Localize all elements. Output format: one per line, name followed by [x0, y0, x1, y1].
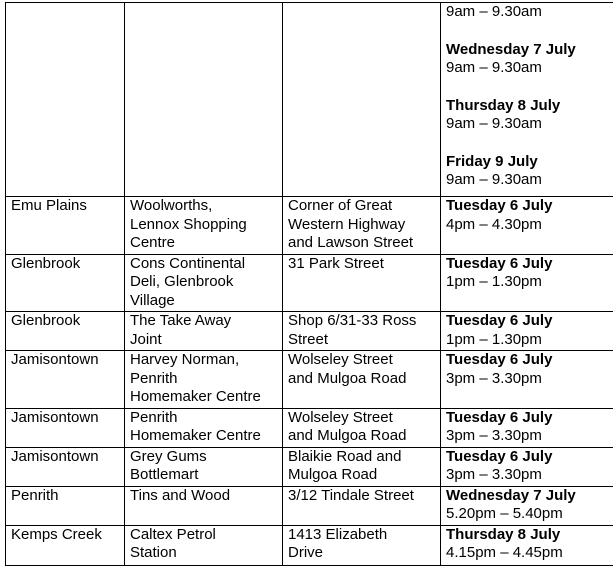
suburb-cell [6, 408, 125, 447]
suburb-cell [6, 351, 125, 409]
venue-line: The Take Away [130, 312, 280, 331]
table-row [6, 197, 613, 255]
session-day: Friday 9 July [446, 153, 611, 172]
session-day: Tuesday 6 July [446, 312, 611, 331]
session-cell [441, 197, 613, 255]
venue-line: Station [130, 544, 280, 563]
table-row [6, 486, 613, 525]
venue-cell [125, 197, 283, 255]
suburb-cell [6, 486, 125, 525]
session-time: 4pm – 4.30pm [446, 216, 611, 235]
venue-line: Lennox Shopping [130, 216, 280, 235]
address-line: Shop 6/31-33 Ross [288, 312, 438, 331]
address-line: and Mulgoa Road [288, 427, 438, 446]
session-gap [446, 22, 611, 41]
address-line: Blaikie Road and [288, 448, 438, 467]
suburb-text: Glenbrook [11, 255, 122, 274]
session-time: 9am – 9.30am [446, 171, 611, 190]
table-row [6, 312, 613, 351]
venue-line: Village [130, 292, 280, 311]
address-line: Mulgoa Road [288, 466, 438, 485]
address-line: 3/12 Tindale Street [288, 487, 438, 506]
session-cell [441, 447, 613, 486]
session-cell [441, 351, 613, 409]
address-line: Street [288, 331, 438, 350]
address-cell [283, 197, 441, 255]
suburb-cell [6, 525, 125, 565]
suburb-text: Emu Plains [11, 197, 122, 216]
suburb-cell [6, 3, 125, 197]
session-cell [441, 312, 613, 351]
address-cell [283, 254, 441, 312]
table-row [6, 447, 613, 486]
suburb-cell [6, 447, 125, 486]
session-time: 1pm – 1.30pm [446, 331, 611, 350]
address-cell [283, 408, 441, 447]
suburb-text: Glenbrook [11, 312, 122, 331]
session-time: 9am – 9.30am [446, 115, 611, 134]
venue-line: Deli, Glenbrook [130, 273, 280, 292]
venue-cell [125, 312, 283, 351]
table-row [6, 351, 613, 409]
venue-line: Bottlemart [130, 466, 280, 485]
venue-cell [125, 525, 283, 565]
address-line: 31 Park Street [288, 255, 438, 274]
session-time: 3pm – 3.30pm [446, 370, 611, 389]
session-time: 9am – 9.30am [446, 3, 611, 22]
venue-line: Woolworths, [130, 197, 280, 216]
address-line: Wolseley Street [288, 351, 438, 370]
suburb-text: Jamisontown [11, 351, 122, 370]
address-cell [283, 447, 441, 486]
session-day: Wednesday 7 July [446, 41, 611, 60]
address-line: and Mulgoa Road [288, 370, 438, 389]
venue-line: Cons Continental [130, 255, 280, 274]
venue-line: Homemaker Centre [130, 427, 280, 446]
venue-cell [125, 3, 283, 197]
suburb-text: Kemps Creek [11, 526, 122, 545]
address-cell [283, 351, 441, 409]
address-line: Corner of Great [288, 197, 438, 216]
table-row [6, 525, 613, 565]
suburb-cell [6, 197, 125, 255]
venue-line: Homemaker Centre [130, 388, 280, 407]
session-day: Tuesday 6 July [446, 351, 611, 370]
session-day: Wednesday 7 July [446, 487, 611, 506]
venue-line: Tins and Wood [130, 487, 280, 506]
schedule-table-body [6, 3, 613, 566]
session-day: Tuesday 6 July [446, 448, 611, 467]
schedule-table [5, 2, 613, 566]
address-line: Wolseley Street [288, 409, 438, 428]
venue-line: Caltex Petrol [130, 526, 280, 545]
address-line: Western Highway [288, 216, 438, 235]
venue-line: Grey Gums [130, 448, 280, 467]
session-day: Thursday 8 July [446, 526, 611, 545]
venue-cell [125, 351, 283, 409]
address-cell [283, 312, 441, 351]
session-time: 3pm – 3.30pm [446, 466, 611, 485]
address-cell [283, 3, 441, 197]
venue-cell [125, 254, 283, 312]
suburb-cell [6, 312, 125, 351]
venue-cell [125, 408, 283, 447]
session-time: 1pm – 1.30pm [446, 273, 611, 292]
suburb-cell [6, 254, 125, 312]
venue-cell [125, 486, 283, 525]
session-time: 9am – 9.30am [446, 59, 611, 78]
session-gap [446, 134, 611, 153]
address-line: and Lawson Street [288, 234, 438, 253]
session-time: 5.20pm – 5.40pm [446, 505, 611, 524]
session-day: Tuesday 6 July [446, 409, 611, 428]
address-cell [283, 486, 441, 525]
venue-line: Penrith [130, 409, 280, 428]
table-row [6, 408, 613, 447]
session-day: Thursday 8 July [446, 97, 611, 116]
session-cell [441, 408, 613, 447]
address-cell [283, 525, 441, 565]
venue-line: Centre [130, 234, 280, 253]
venue-line: Harvey Norman, [130, 351, 280, 370]
address-line: Drive [288, 544, 438, 563]
suburb-text: Jamisontown [11, 448, 122, 467]
session-day: Tuesday 6 July [446, 197, 611, 216]
session-cell [441, 525, 613, 565]
session-cell [441, 486, 613, 525]
session-time: 4.15pm – 4.45pm [446, 544, 611, 563]
address-line: 1413 Elizabeth [288, 526, 438, 545]
venue-cell [125, 447, 283, 486]
session-cell [441, 254, 613, 312]
session-cell [441, 3, 613, 197]
session-gap [446, 78, 611, 97]
session-time: 3pm – 3.30pm [446, 427, 611, 446]
suburb-text: Penrith [11, 487, 122, 506]
venue-line: Penrith [130, 370, 280, 389]
table-row [6, 3, 613, 197]
session-day: Tuesday 6 July [446, 255, 611, 274]
venue-line: Joint [130, 331, 280, 350]
suburb-text: Jamisontown [11, 409, 122, 428]
table-row [6, 254, 613, 312]
